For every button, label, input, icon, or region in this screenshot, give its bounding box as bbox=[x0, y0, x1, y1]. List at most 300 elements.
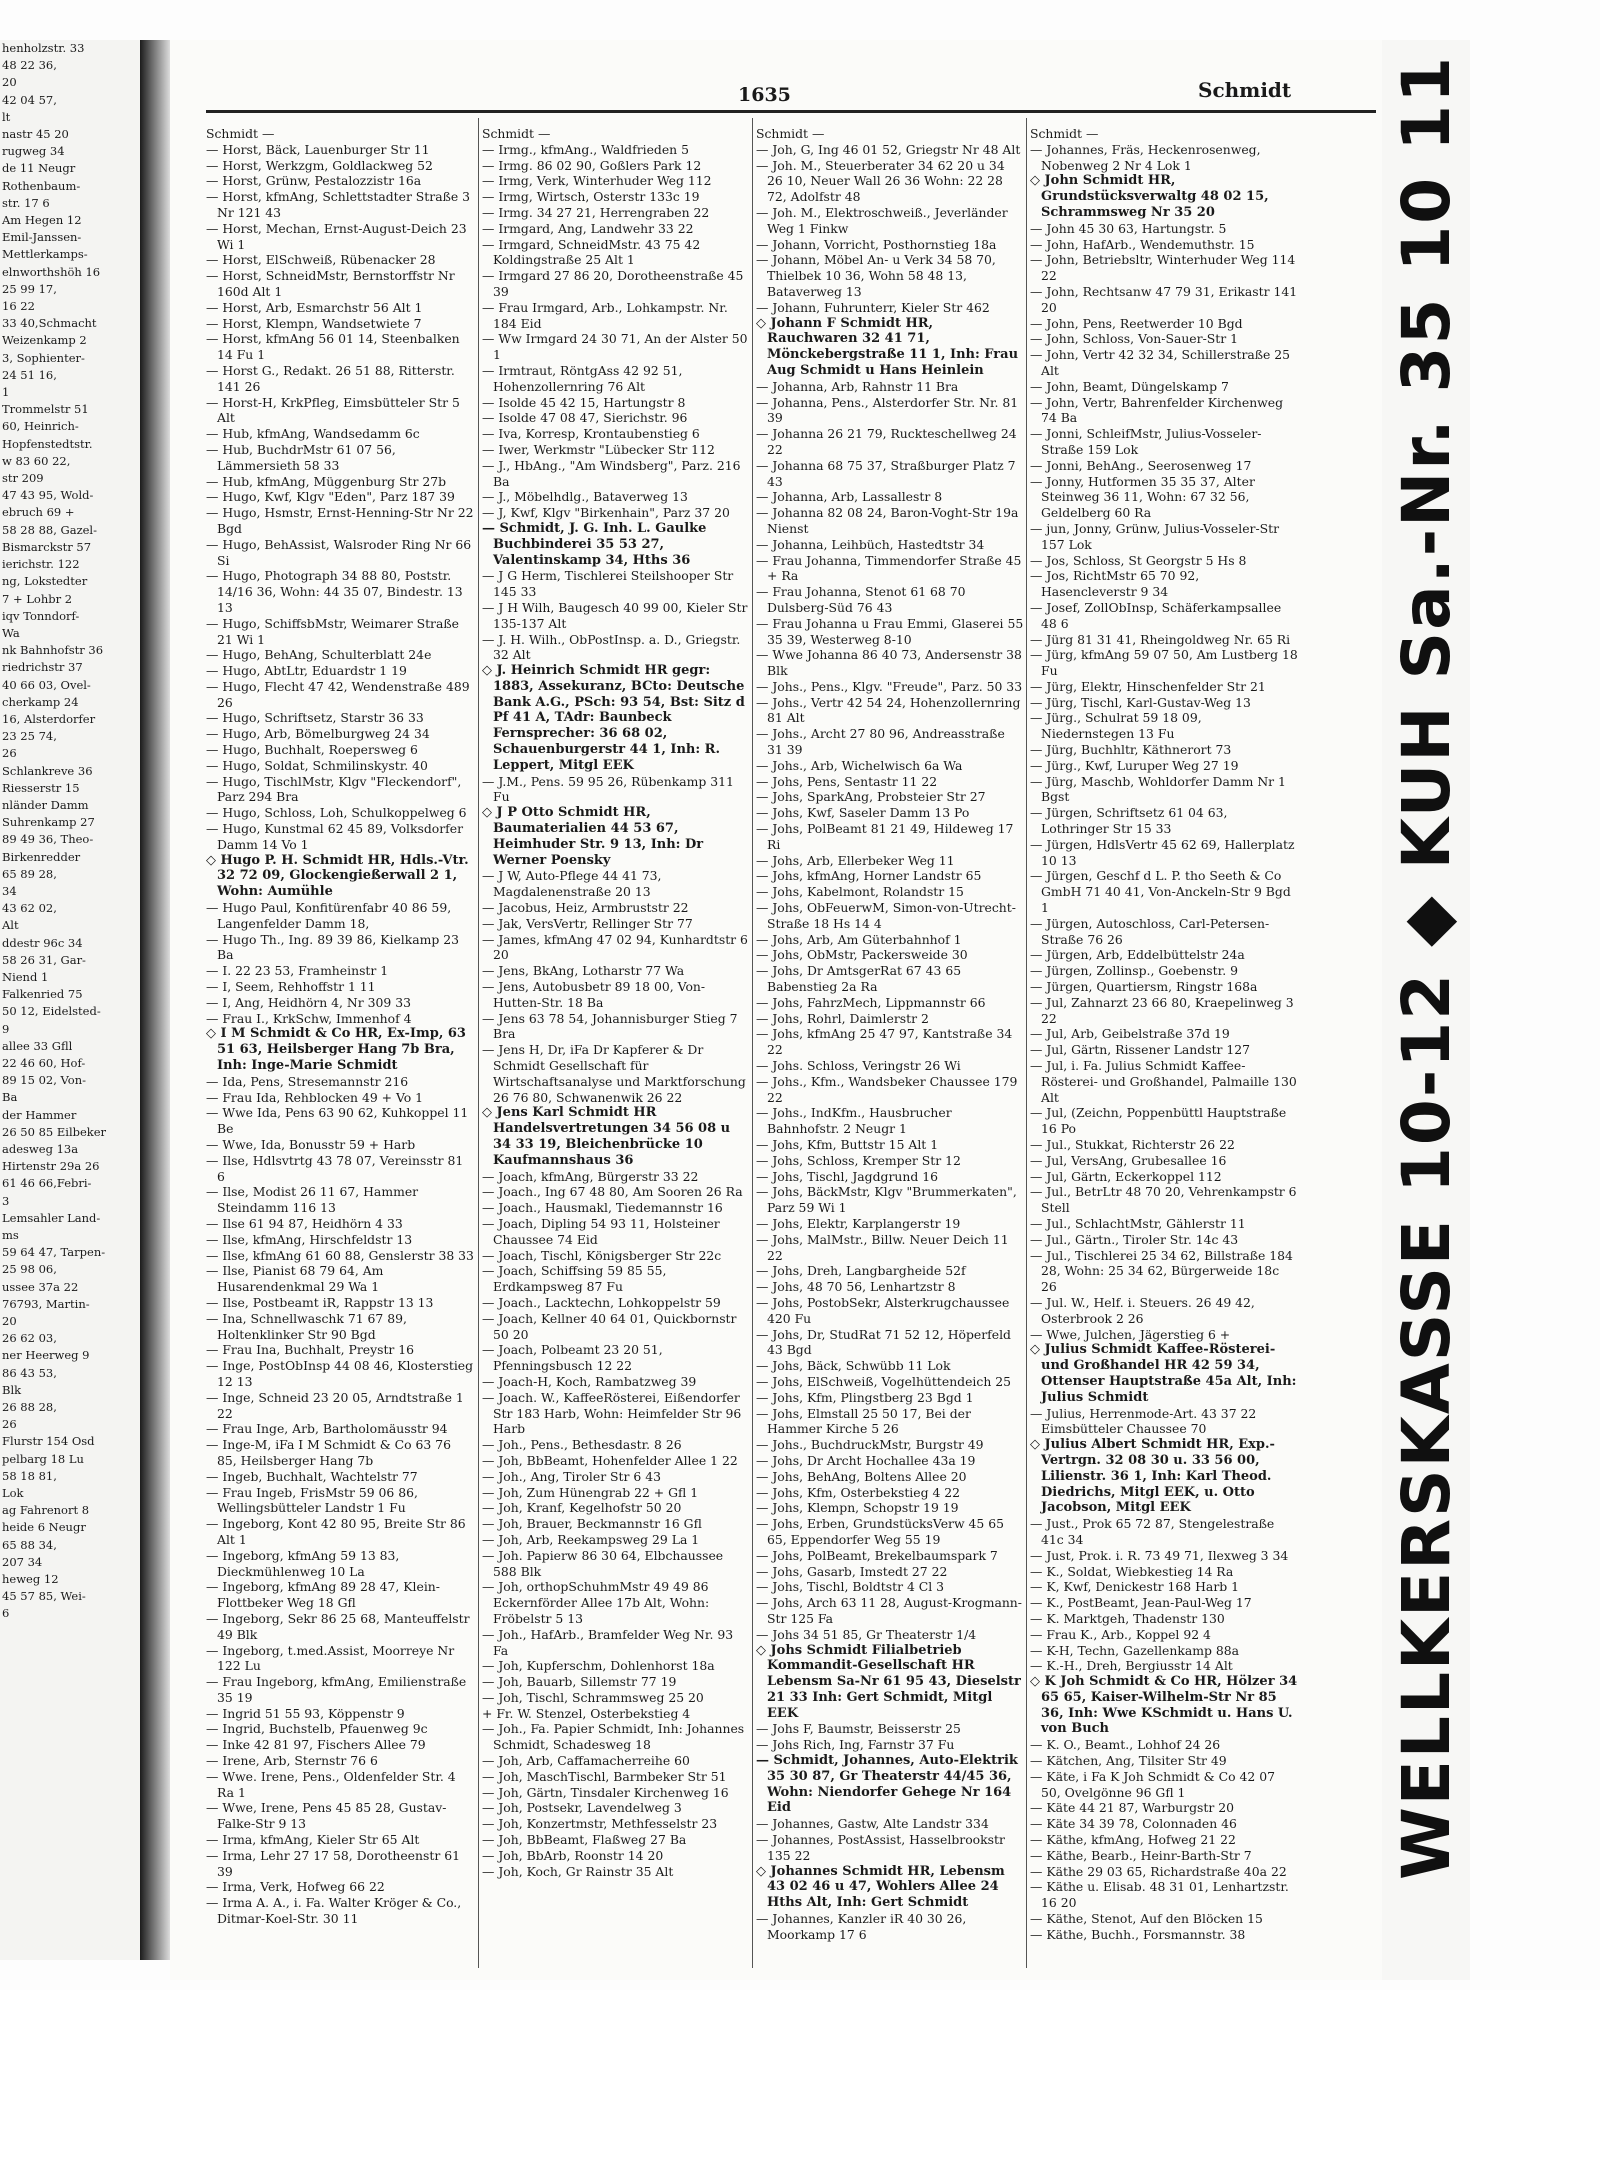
left-page-fragment: 60, Heinrich- bbox=[2, 419, 79, 434]
left-page-fragment: 40 66 03, Ovel- bbox=[2, 677, 91, 692]
directory-entry: — Johs., BuchdruckMstr, Burgstr 49 bbox=[756, 1437, 984, 1453]
left-page-fragment: nastr 45 20 bbox=[2, 127, 69, 142]
directory-entry: — Joh., Fa. Papier Schmidt, Inh: Johannes Schmidt, Schadesweg 18 bbox=[482, 1721, 745, 1753]
directory-entry: — Hugo, SchiffsbMstr, Weimarer Straße 21 Wi 1 bbox=[206, 615, 459, 647]
directory-entry: — Joh, BbArb, Roonstr 14 20 bbox=[482, 1847, 664, 1863]
directory-entry: — Johann, Vorricht, Posthornstieg 18a bbox=[756, 236, 997, 252]
directory-entry: — Johs 34 51 85, Gr Theaterstr 1/4 bbox=[756, 1626, 977, 1642]
directory-entry: — Johs, Kwf, Saseler Damm 13 Po bbox=[756, 805, 970, 821]
directory-entry: — Horst, Arb, Esmarchstr 56 Alt 1 bbox=[206, 299, 423, 315]
directory-entry: — Horst, Klempn, Wandsetwiete 7 bbox=[206, 315, 422, 331]
directory-entry: — Johs, Kfm, Plingstberg 23 Bgd 1 bbox=[756, 1389, 974, 1405]
directory-entry: ◇ Jens Karl Schmidt HR Handelsvertretungen 34 56 08 u 34 33 19, Bleichenbrücke 10 Kaufmannshaus 36 bbox=[482, 1105, 731, 1168]
left-page-fragment: str 209 bbox=[2, 471, 44, 486]
directory-entry: — Johs, Arb, Am Güterbahnhof 1 bbox=[756, 931, 962, 947]
left-page-fragment: Riesserstr 15 bbox=[2, 780, 80, 795]
left-page-fragment: ms bbox=[2, 1228, 19, 1243]
directory-entry: — John, HafArb., Wendemuthstr. 15 bbox=[1030, 236, 1255, 252]
left-page-fragment: nländer Damm bbox=[2, 797, 89, 812]
left-page-fragment: Hopfenstedtstr. bbox=[2, 436, 93, 451]
directory-entry: — Jürg, Tischl, Karl-Gustav-Weg 13 bbox=[1030, 694, 1251, 710]
directory-entry: — Hugo, Arb, Bömelburgweg 24 34 bbox=[206, 726, 430, 742]
directory-entry: — Ilse, kfmAng 61 60 88, Genslerstr 38 33 bbox=[206, 1247, 474, 1263]
directory-entry: — Wwe, Ida, Bonusstr 59 + Harb bbox=[206, 1137, 416, 1152]
directory-entry: — Jonni, SchleifMstr, Julius-Vosseler-Straße 159 Lok bbox=[1030, 426, 1262, 457]
directory-entry: — Joh, Arb, Caffamacherreihe 60 bbox=[482, 1753, 690, 1769]
directory-entry: — Jonny, Hutformen 35 35 37, Alter Steinweg 36 11, Wohn: 67 32 56, Geldelberg 60 Ra bbox=[1030, 473, 1255, 521]
left-page-fragment: w 83 60 22, bbox=[2, 453, 71, 468]
left-page-fragment: 25 98 06, bbox=[2, 1262, 57, 1277]
directory-entry: — Horst, ElSchweiß, Rübenacker 28 bbox=[206, 252, 436, 268]
left-page-fragment: 16, Alsterdorfer bbox=[2, 711, 96, 726]
directory-entry: — John, Schloss, Von-Sauer-Str 1 bbox=[1030, 331, 1238, 347]
running-head: Schmidt bbox=[1198, 78, 1292, 102]
left-page-fragment: 23 25 74, bbox=[2, 729, 57, 744]
directory-entry: — Wwe Ida, Pens 63 90 62, Kuhkoppel 11 Be bbox=[206, 1105, 469, 1137]
directory-entry: — Joh, Arb, Reekampsweg 29 La 1 bbox=[482, 1531, 700, 1547]
directory-entry: — Joh, orthopSchuhmMstr 49 49 86 Eckernförder Allee 17b Alt, Wohn: Fröbelstr 5 13 bbox=[482, 1579, 710, 1626]
directory-entry: — Johs, BäckMstr, Klgv "Brummerkaten", Parz 59 Wi 1 bbox=[756, 1184, 1017, 1216]
directory-entry: — Johs., Archt 27 80 96, Andreasstraße 31 39 bbox=[756, 726, 1005, 758]
directory-entry: — Joh, BbBeamt, Flaßweg 27 Ba bbox=[482, 1832, 687, 1848]
directory-entry: — Joh, BbBeamt, Hohenfelder Allee 1 22 bbox=[482, 1452, 738, 1468]
directory-entry: — Jos, Schloss, St Georgstr 5 Hs 8 bbox=[1030, 552, 1247, 568]
directory-entry: — Schmidt, Johannes, Auto-Elektrik 35 30 87, Gr Theaterstr 44/45 36, Wohn: Niendorfer Gehege Nr 164 Eid bbox=[756, 1753, 1018, 1816]
left-page-fragment: Bismarckstr 57 bbox=[2, 539, 92, 554]
directory-entry: — Hugo, Soldat, Schmilinskystr. 40 bbox=[206, 757, 428, 773]
directory-entry: — Hugo, AbtLtr, Eduardstr 1 19 bbox=[206, 663, 407, 679]
directory-entry: — Jürgen, Arb, Eddelbüttelstr 24a bbox=[1030, 947, 1245, 963]
directory-entry: — Jürg 81 31 41, Rheingoldweg Nr. 65 Ri bbox=[1030, 631, 1291, 647]
left-page-fragment: Wa bbox=[2, 625, 20, 640]
directory-entry: — Ingrid, Buchstelb, Pfauenweg 9c bbox=[206, 1721, 428, 1737]
left-page-fragment: ner Heerweg 9 bbox=[2, 1348, 90, 1363]
directory-entry: — K, Kwf, Denickestr 168 Harb 1 bbox=[1030, 1579, 1239, 1595]
directory-entry: — Inke 42 81 97, Fischers Allee 79 bbox=[206, 1737, 426, 1753]
left-page-fragment: 86 43 53, bbox=[2, 1365, 57, 1380]
directory-entry: — Frau Ingeborg, kfmAng, Emilienstraße 35 19 bbox=[206, 1674, 467, 1705]
directory-entry: — Johs Rich, Ing, Farnstr 37 Fu bbox=[756, 1737, 955, 1753]
directory-entry: — Jürgen, Zollinsp., Goebenstr. 9 bbox=[1030, 963, 1238, 979]
directory-entry: — Joach, Kellner 40 64 01, Quickbornstr 50 20 bbox=[482, 1310, 737, 1342]
directory-entry: — Horst, kfmAng 56 01 14, Steenbalken 14 Fu 1 bbox=[206, 331, 460, 363]
directory-entry: — Jul, Zahnarzt 23 66 80, Kraepelinweg 3 22 bbox=[1030, 994, 1294, 1026]
directory-entry: — Johanna 82 08 24, Baron-Voght-Str 19a Nienst bbox=[756, 505, 1019, 536]
directory-entry: — Joach, Tischl, Königsberger Str 22c bbox=[482, 1247, 722, 1263]
directory-entry: + Fr. W. Stenzel, Osterbekstieg 4 bbox=[482, 1705, 691, 1721]
directory-entry: — Käte 44 21 87, Warburgstr 20 bbox=[1030, 1800, 1234, 1816]
directory-entry: — Irene, Arb, Sternstr 76 6 bbox=[206, 1753, 378, 1769]
directory-entry: — Irmg, Wirtsch, Osterstr 133c 19 bbox=[482, 189, 700, 205]
directory-entry: — Iva, Korresp, Krontaubenstieg 6 bbox=[482, 426, 700, 442]
directory-entry: — John, Rechtsanw 47 79 31, Erikastr 141 20 bbox=[1030, 283, 1298, 315]
directory-entry: — Frau K., Arb., Koppel 92 4 bbox=[1030, 1626, 1211, 1642]
directory-entry: — Jürgen, Quartiersm, Ringstr 168a bbox=[1030, 979, 1258, 995]
directory-entry: — Jul., Stukkat, Richterstr 26 22 bbox=[1030, 1137, 1235, 1152]
directory-entry: — Kätchen, Ang, Tilsiter Str 49 bbox=[1030, 1753, 1227, 1769]
directory-entry: — Jürgen, Autoschloss, Carl-Petersen-Straße 76 26 bbox=[1030, 915, 1270, 947]
directory-entry: — Joh, Bauarb, Sillemstr 77 19 bbox=[482, 1674, 677, 1690]
directory-entry: — Joh. Papierw 86 30 64, Elbchaussee 588 Blk bbox=[482, 1547, 724, 1579]
directory-entry: — Horst G., Redakt. 26 51 88, Ritterstr. 141 26 bbox=[206, 362, 455, 394]
directory-entry: — Johs., IndKfm., Hausbrucher Bahnhofstr. 2 Neugr 1 bbox=[756, 1105, 952, 1137]
left-page-fragment: 89 49 36, Theo- bbox=[2, 832, 94, 847]
directory-entry: — Jul. W., Helf. i. Steuers. 26 49 42, Osterbrook 2 26 bbox=[1030, 1294, 1255, 1326]
left-page-fragment: nk Bahnhofstr 36 bbox=[2, 643, 104, 658]
left-page-fragment: 58 26 31, Gar- bbox=[2, 952, 86, 967]
directory-entry: ◇ John Schmidt HR, Grundstücksverwaltg 48 02 15, Schrammsweg Nr 35 20 bbox=[1030, 173, 1269, 220]
left-page-fragment: heweg 12 bbox=[2, 1572, 59, 1587]
directory-entry: — Hugo, Photograph 34 88 80, Poststr. 14/16 36, Wohn: 44 35 07, Bindestr. 13 13 bbox=[206, 568, 463, 615]
left-page-fragment: 207 34 bbox=[2, 1554, 43, 1569]
directory-entry: — Frau Ingeb, FrisMstr 59 06 86, Wellingsbütteler Landstr 1 Fu bbox=[206, 1484, 418, 1516]
directory-entry: — Irmg., kfmAng., Waldfrieden 5 bbox=[482, 141, 689, 157]
left-page-fragment: cherkamp 24 bbox=[2, 694, 79, 709]
directory-entry: — Jonni, BehAng., Seerosenweg 17 bbox=[1030, 457, 1252, 473]
directory-entry: — Jul., SchlachtMstr, Gählerstr 11 bbox=[1030, 1215, 1246, 1231]
directory-entry: — K. Marktgeh, Thadenstr 130 bbox=[1030, 1610, 1225, 1626]
left-page-fragment: pelbarg 18 Lu bbox=[2, 1451, 84, 1466]
directory-entry: — Jacobus, Heiz, Armbruststr 22 bbox=[482, 900, 689, 916]
left-page-fragment: 26 bbox=[2, 746, 17, 761]
left-page-fragment: 61 46 66,Febri- bbox=[2, 1176, 92, 1191]
directory-entry: — Joh, Postsekr, Lavendelweg 3 bbox=[482, 1800, 682, 1816]
directory-entry: — Johs, Erben, GrundstücksVerw 45 65 65, Eppendorfer Weg 55 19 bbox=[756, 1516, 1004, 1547]
directory-entry: ◇ J. Heinrich Schmidt HR gegr: 1883, Assekuranz, BCto: Deutsche Bank A.G., PSch: 93 54, Bst: Sitz d Pf 41 A, TAdr: Baunbeck Fernsprecher: 36 68 02, Schauenburgerstr 44 1, Inh: R. Leppert, Mitgl EEK bbox=[482, 663, 745, 773]
directory-entry: — Jürgen, Schriftsetz 61 04 63, Lothringer Str 15 33 bbox=[1030, 805, 1228, 837]
left-page-fragment: 25 99 17, bbox=[2, 281, 57, 296]
left-page-fragment: heide 6 Neugr bbox=[2, 1520, 86, 1535]
left-page-fragment: der Hammer bbox=[2, 1107, 77, 1122]
directory-entry: — Joh, MaschTischl, Barmbeker Str 51 bbox=[482, 1768, 727, 1784]
left-page-fragment: 26 88 28, bbox=[2, 1400, 57, 1415]
directory-entry: — Käte 34 39 78, Colonnaden 46 bbox=[1030, 1816, 1237, 1832]
left-page-fragment: str. 17 6 bbox=[2, 195, 50, 210]
left-page-fragment: 59 64 47, Tarpen- bbox=[2, 1245, 106, 1260]
directory-entry: — John, Betriebsltr, Winterhuder Weg 114 22 bbox=[1030, 252, 1296, 284]
scan-bottom-margin bbox=[0, 1990, 1600, 2177]
directory-entry: — Irmg, Verk, Winterhuder Weg 112 bbox=[482, 173, 712, 189]
directory-entry: — Iwer, Werkmstr "Lübecker Str 112 bbox=[482, 441, 715, 457]
directory-entry: — Irma, kfmAng, Kieler Str 65 Alt bbox=[206, 1832, 420, 1848]
directory-entry: — Jul., BetrLtr 48 70 20, Vehrenkampstr 6 Stell bbox=[1030, 1184, 1297, 1216]
directory-entry: — Johs, Tischl, Jagdgrund 16 bbox=[756, 1168, 938, 1184]
directory-entry: — Johs, Pens, Sentastr 11 22 bbox=[756, 773, 938, 789]
directory-entry: — Ingeborg, Sekr 86 25 68, Manteuffelstr 49 Blk bbox=[206, 1610, 470, 1642]
column-heading: Schmidt — bbox=[756, 126, 825, 141]
directory-entry: — Hub, BuchdrMstr 61 07 56, Lämmersieth 58 33 bbox=[206, 441, 396, 473]
directory-entry: — Joh. M., Steuerberater 34 62 20 u 34 26 10, Neuer Wall 26 36 Wohn: 22 28 72, Adolfstr 48 bbox=[756, 157, 1005, 205]
left-page-fragment: 3, Sophienter- bbox=[2, 350, 85, 365]
column-divider bbox=[752, 118, 753, 1968]
directory-entry: — Jens 63 78 54, Johannisburger Stieg 7 Bra bbox=[482, 1010, 738, 1042]
directory-entry: — Horst, kfmAng, Schlettstadter Straße 3 Nr 121 43 bbox=[206, 189, 471, 220]
left-page-fragment: 7 + Lohbr 2 bbox=[2, 591, 73, 606]
directory-entry: — Hugo, BehAng, Schulterblatt 24e bbox=[206, 647, 432, 663]
left-page-fragment: 89 15 02, Von- bbox=[2, 1073, 86, 1088]
directory-entry: — Ilse, Postbeamt iR, Rappstr 13 13 bbox=[206, 1294, 434, 1310]
directory-entry: — Joh, Tischl, Schrammsweg 25 20 bbox=[482, 1689, 704, 1705]
directory-entry: — Horst, Mechan, Ernst-August-Deich 23 Wi 1 bbox=[206, 220, 467, 252]
directory-entry: — J. H. Wilh., ObPostInsp. a. D., Griegstr. 32 Alt bbox=[482, 631, 741, 663]
directory-entry: — Ingeb, Buchhalt, Wachtelstr 77 bbox=[206, 1468, 418, 1484]
directory-entry: — Käthe, Buchh., Forsmannstr. 38 bbox=[1030, 1926, 1246, 1942]
directory-entry: — Johanna 68 75 37, Straßburger Platz 7 43 bbox=[756, 457, 1016, 489]
left-page-fragment: Rothenbaum- bbox=[2, 178, 81, 193]
directory-entry: — Johs, ObFeuerwM, Simon-von-Utrecht-Straße 18 Hs 14 4 bbox=[756, 900, 1016, 931]
directory-entry: — Johanna, Arb, Rahnstr 11 Bra bbox=[756, 378, 959, 394]
left-page-fragment: 20 bbox=[2, 75, 17, 90]
directory-entry: — Hugo, Hsmstr, Ernst-Henning-Str Nr 22 Bgd bbox=[206, 505, 474, 536]
left-page-fragment: 26 62 03, bbox=[2, 1331, 57, 1346]
left-page-fragment: 9 bbox=[2, 1021, 10, 1036]
directory-entry: — Ilse 61 94 87, Heidhörn 4 33 bbox=[206, 1215, 403, 1231]
directory-entry: — Horst, Grünw, Pestalozzistr 16a bbox=[206, 173, 422, 189]
left-page-fragment: Niend 1 bbox=[2, 969, 49, 984]
directory-entry: — Ida, Pens, Stresemannstr 216 bbox=[206, 1073, 409, 1089]
directory-entry: — J.M., Pens. 59 95 26, Rübenkamp 311 Fu bbox=[482, 773, 734, 805]
directory-entry: — Johannes, PostAssist, Hasselbrookstr 135 22 bbox=[756, 1832, 1005, 1863]
directory-entry: — Käthe, Bearb., Heinr-Barth-Str 7 bbox=[1030, 1847, 1252, 1863]
directory-entry: — Isolde 47 08 47, Sierichstr. 96 bbox=[482, 410, 688, 426]
directory-entry: — Frau Johanna, Stenot 61 68 70 Dulsberg-Süd 76 43 bbox=[756, 584, 966, 615]
directory-entry: — Joach, Polbeamt 23 20 51, Pfenningsbusch 12 22 bbox=[482, 1342, 663, 1374]
directory-entry: — Wwe, Julchen, Jägerstieg 6 + bbox=[1030, 1326, 1231, 1342]
left-page-fragment: Mettlerkamps- bbox=[2, 247, 88, 262]
directory-entry: — J., Möbelhdlg., Bataverweg 13 bbox=[482, 489, 688, 505]
directory-entry: — Ingeborg, kfmAng 89 28 47, Klein-Flottbeker Weg 18 Gfl bbox=[206, 1579, 440, 1611]
left-page-fragment: ag Fahrenort 8 bbox=[2, 1503, 90, 1518]
left-page-fragment: 34 bbox=[2, 883, 17, 898]
left-page-fragment: Lemsahler Land- bbox=[2, 1210, 101, 1225]
directory-entry: — Johs, PolBeamt 81 21 49, Hildeweg 17 Ri bbox=[756, 821, 1014, 852]
left-page-fragment: allee 33 Gfll bbox=[2, 1038, 73, 1053]
scan-edge bbox=[1470, 0, 1600, 2177]
left-page-fragment: Ba bbox=[2, 1090, 18, 1105]
left-page-fragment: Lok bbox=[2, 1486, 24, 1501]
directory-entry: — Jul, (Zeichn, Poppenbüttl Hauptstraße 16 Po bbox=[1030, 1105, 1287, 1137]
directory-entry: — Frau Johanna u Frau Emmi, Glaserei 55 35 39, Westerweg 8-10 bbox=[756, 615, 1024, 647]
directory-entry: — Johs, kfmAng 25 47 97, Kantstraße 34 22 bbox=[756, 1026, 1013, 1058]
directory-entry: — Jul, Arb, Geibelstraße 37d 19 bbox=[1030, 1026, 1230, 1042]
directory-entry: — Johs, Klempn, Schopstr 19 19 bbox=[756, 1500, 959, 1516]
directory-entry: — Johs, Tischl, Boldtstr 4 Cl 3 bbox=[756, 1579, 945, 1595]
column-4 bbox=[1030, 126, 1298, 1976]
directory-entry: — Johs, Dr, StudRat 71 52 12, Höperfeld 43 Bgd bbox=[756, 1326, 1011, 1358]
directory-entry: — Ilse, Hdlsvtrtg 43 78 07, Vereinsstr 81 6 bbox=[206, 1152, 464, 1184]
directory-entry: — Johs., Pens., Klgv. "Freude", Parz. 50 33 bbox=[756, 678, 1023, 694]
left-page-fragment: 20 bbox=[2, 1314, 17, 1329]
directory-entry: — Johs., Vertr 42 54 24, Hohenzollernring 81 Alt bbox=[756, 694, 1021, 726]
directory-entry: — Irmg. 34 27 21, Herrengraben 22 bbox=[482, 204, 710, 220]
directory-entry: — Käthe, kfmAng, Hofweg 21 22 bbox=[1030, 1832, 1236, 1848]
directory-entry: — Jul, Gärtn, Rissener Landstr 127 bbox=[1030, 1042, 1251, 1058]
left-page-fragment: 50 12, Eidelsted- bbox=[2, 1004, 101, 1019]
directory-entry: — Irmgard 27 86 20, Dorotheenstraße 45 39 bbox=[482, 268, 744, 299]
directory-entry: — Hugo, TischlMstr, Klgv "Fleckendorf", Parz 294 Bra bbox=[206, 773, 462, 805]
directory-entry: — Joach, kfmAng, Bürgerstr 33 22 bbox=[482, 1168, 699, 1184]
column-1 bbox=[206, 126, 474, 1976]
left-page-fragment: elnworthshöh 16 bbox=[2, 264, 101, 279]
directory-entry: — Inge-M, iFa I M Schmidt & Co 63 76 85, Heilsberger Hang 7b bbox=[206, 1437, 452, 1468]
directory-entry: — Joh, Konzertmstr, Methfesselstr 23 bbox=[482, 1816, 718, 1832]
directory-entry: — Hugo, BehAssist, Walsroder Ring Nr 66 Si bbox=[206, 536, 472, 568]
left-page-fragment: 22 46 60, Hof- bbox=[2, 1055, 86, 1070]
left-page-fragment: 65 88 34, bbox=[2, 1537, 57, 1552]
directory-entry: — Johs F, Baumstr, Beisserstr 25 bbox=[756, 1721, 961, 1737]
directory-entry: — Ingrid 51 55 93, Köppenstr 9 bbox=[206, 1705, 405, 1721]
directory-entry: — Just, Prok. i. R. 73 49 71, Ilexweg 3 34 bbox=[1030, 1547, 1289, 1563]
column-divider bbox=[1026, 118, 1027, 1968]
left-page-fragment: Weizenkamp 2 bbox=[2, 333, 87, 348]
left-page-fragment: ng, Lokstedter bbox=[2, 574, 88, 589]
directory-entry: — Johs, 48 70 56, Lenhartzstr 8 bbox=[756, 1279, 956, 1295]
left-page-fragment: 58 18 81, bbox=[2, 1468, 57, 1483]
directory-entry: — Johs, Arb, Ellerbeker Weg 11 bbox=[756, 852, 955, 868]
directory-entry: — Joh. M., Elektroschweiß., Jeverländer Weg 1 Finkw bbox=[756, 204, 1008, 236]
left-page-fragment: Trommelstr 51 bbox=[2, 402, 89, 417]
directory-entry: — Ina, Schnellwaschk 71 67 89, Holtenklinker Str 90 Bgd bbox=[206, 1310, 407, 1342]
directory-entry: — John 45 30 63, Hartungstr. 5 bbox=[1030, 220, 1227, 236]
directory-entry: — Joh, Koch, Gr Rainstr 35 Alt bbox=[482, 1863, 674, 1879]
directory-entry: — Johannes, Kanzler iR 40 30 26, Moorkamp 17 6 bbox=[756, 1911, 967, 1942]
directory-entry: — Johs, Dreh, Langbargheide 52f bbox=[756, 1263, 966, 1279]
directory-entry: — K.-H., Dreh, Bergiusstr 14 Alt bbox=[1030, 1658, 1233, 1674]
left-page-fragment: 45 57 85, Wei- bbox=[2, 1589, 86, 1604]
directory-entry: — Johs., Arb, Wichelwisch 6a Wa bbox=[756, 757, 963, 773]
directory-entry: — Johanna, Pens., Alsterdorfer Str. Nr. 81 39 bbox=[756, 394, 1019, 426]
directory-entry: — Frau Johanna, Timmendorfer Straße 45 + Ra bbox=[756, 552, 1022, 584]
directory-entry: — Hub, kfmAng, Wandsedamm 6c bbox=[206, 426, 420, 442]
directory-entry: — Johs, Dr AmtsgerRat 67 43 65 Babenstieg 2a Ra bbox=[756, 963, 962, 995]
directory-entry: — Johanna, Leihbüch, Hastedtstr 34 bbox=[756, 536, 985, 552]
left-page-fragment: lt bbox=[2, 109, 11, 124]
directory-entry: — Joach-H, Koch, Rambatzweg 39 bbox=[482, 1373, 697, 1389]
left-facing-page bbox=[0, 40, 146, 1960]
column-2 bbox=[482, 126, 750, 1976]
directory-entry: — Inge, Schneid 23 20 05, Arndtstraße 1 22 bbox=[206, 1389, 464, 1421]
directory-entry: — Frau Inge, Arb, Bartholomäusstr 94 bbox=[206, 1421, 448, 1437]
left-page-fragment: Alt bbox=[2, 918, 19, 933]
directory-entry: — Ingeborg, kfmAng 59 13 83, Dieckmühlenweg 10 La bbox=[206, 1547, 400, 1579]
directory-entry: — Johs, Arch 63 11 28, August-Krogmann-Str 125 Fa bbox=[756, 1595, 1022, 1626]
directory-entry: — Johs, Elmstall 25 50 17, Bei der Hammer Kirche 5 26 bbox=[756, 1405, 971, 1437]
directory-entry: — Käthe u. Elisab. 48 31 01, Lenhartzstr. 16 20 bbox=[1030, 1879, 1289, 1911]
directory-entry: — K-H, Techn, Gazellenkamp 88a bbox=[1030, 1642, 1240, 1658]
left-page-fragment: Schlankreve 36 bbox=[2, 763, 93, 778]
header-rule bbox=[206, 110, 1376, 113]
directory-entry: — Joh, Zum Hünengrab 22 + Gfl 1 bbox=[482, 1484, 699, 1500]
left-page-fragment: Birkenredder bbox=[2, 849, 81, 864]
directory-entry: — Johs, MalMstr., Billw. Neuer Deich 11 22 bbox=[756, 1231, 1009, 1263]
left-page-fragment: 48 22 36, bbox=[2, 58, 57, 73]
left-page-fragment: 47 43 95, Wold- bbox=[2, 488, 94, 503]
directory-entry: — Käthe 29 03 65, Richardstraße 40a 22 bbox=[1030, 1863, 1287, 1879]
column-3 bbox=[756, 126, 1024, 1976]
directory-entry: — Irma A. A., i. Fa. Walter Kröger & Co., Ditmar-Koel-Str. 30 11 bbox=[206, 1895, 462, 1927]
left-page-fragment: Suhrenkamp 27 bbox=[2, 815, 95, 830]
directory-entry: — Jürgen, Geschf d L. P. tho Seeth & Co GmbH 71 40 41, Von-Anckeln-Str 9 Bgd 1 bbox=[1030, 868, 1291, 916]
directory-entry: — I, Ang, Heidhörn 4, Nr 309 33 bbox=[206, 994, 411, 1010]
directory-entry: ◇ Julius Albert Schmidt HR, Exp.-Vertrgn. 32 08 30 u. 33 56 00, Lilienstr. 36 1, Inh: Karl Theod. Diedrichs, Mitgl EEK, u. Otto Jacobson, Mitgl EEK bbox=[1030, 1437, 1275, 1516]
directory-entry: — Johs. Schloss, Veringstr 26 Wi bbox=[756, 1058, 961, 1074]
left-page-fragment: ebruch 69 + bbox=[2, 505, 75, 520]
directory-entry: — Käthe, Stenot, Auf den Blöcken 15 bbox=[1030, 1911, 1263, 1927]
directory-entry: — Johs, PolBeamt, Brekelbaumspark 7 bbox=[756, 1547, 998, 1563]
directory-entry: — Jens, BkAng, Lotharstr 77 Wa bbox=[482, 963, 685, 979]
directory-entry: — Hugo, Kwf, Klgv "Eden", Parz 187 39 bbox=[206, 489, 455, 505]
directory-entry: — John, Vertr 42 32 34, Schillerstraße 25 Alt bbox=[1030, 347, 1291, 378]
directory-entry: — Ilse, Modist 26 11 67, Hammer Steindamm 116 13 bbox=[206, 1184, 419, 1216]
directory-entry: — Johs, FahrzMech, Lippmannstr 66 bbox=[756, 994, 986, 1010]
left-page-fragment: Flurstr 154 Osd bbox=[2, 1434, 95, 1449]
directory-entry: — Jul., Gärtn., Tiroler Str. 14c 43 bbox=[1030, 1231, 1239, 1247]
directory-entry: — Johs, Dr Archt Hochallee 43a 19 bbox=[756, 1452, 976, 1468]
side-advertisement: WELLKERSKASSE 10-12 ◆ KUH Sa.-Nr. 35 10 11 bbox=[1388, 54, 1465, 1880]
directory-entry: — Frau Ida, Rehblocken 49 + Vo 1 bbox=[206, 1089, 424, 1105]
directory-entry: ◇ Johannes Schmidt HR, Lebensm 43 02 46 u 47, Wohlers Allee 24 Hths Alt, Inh: Gert Schmidt bbox=[756, 1863, 1005, 1911]
directory-entry: — Jürg, Maschb, Wohldorfer Damm Nr 1 Bgst bbox=[1030, 773, 1286, 805]
directory-entry: — Schmidt, J. G. Inh. L. Gaulke Buchbinderei 35 53 27, Valentinskamp 34, Hths 36 bbox=[482, 520, 707, 568]
directory-entry: — Joh, Brauer, Beckmannstr 16 Gfl bbox=[482, 1516, 702, 1532]
directory-entry: — James, kfmAng 47 02 94, Kunhardtstr 6 20 bbox=[482, 931, 748, 963]
left-page-fragment: ddestr 96c 34 bbox=[2, 935, 83, 950]
directory-entry: — Irmg. 86 02 90, Goßlers Park 12 bbox=[482, 157, 702, 173]
left-page-fragment: Blk bbox=[2, 1382, 22, 1397]
directory-entry: — Joh., HafArb., Bramfelder Weg Nr. 93 Fa bbox=[482, 1626, 734, 1658]
directory-entry: — Jürg, Elektr, Hinschenfelder Str 21 bbox=[1030, 678, 1266, 694]
directory-entry: — Irma, Lehr 27 17 58, Dorotheenstr 61 39 bbox=[206, 1847, 460, 1879]
directory-entry: — Johs, Rohrl, Daimlerstr 2 bbox=[756, 1010, 929, 1026]
directory-entry: — Jens, Autobusbetr 89 18 00, Von-Hutten-Str. 18 Ba bbox=[482, 979, 706, 1010]
directory-entry: — Frau I., KrkSchw, Immenhof 4 bbox=[206, 1010, 412, 1026]
directory-entry: — I, Seem, Rehhoffstr 1 11 bbox=[206, 979, 376, 995]
directory-entry: — Johs, Elektr, Karplangerstr 19 bbox=[756, 1215, 961, 1231]
directory-entry: — Hugo, Flecht 47 42, Wendenstraße 489 26 bbox=[206, 678, 470, 710]
directory-entry: — Joach, Schiffsing 59 85 55, Erdkampsweg 87 Fu bbox=[482, 1263, 667, 1295]
column-heading: Schmidt — bbox=[206, 126, 275, 141]
directory-entry: — Ingeborg, Kont 42 80 95, Breite Str 86 Alt 1 bbox=[206, 1516, 466, 1547]
directory-entry: — Jul, i. Fa. Julius Schmidt Kaffee-Rösterei- und Großhandel, Palmaille 130 Alt bbox=[1030, 1058, 1297, 1105]
directory-entry: — Johs, BehAng, Boltens Allee 20 bbox=[756, 1468, 967, 1484]
directory-entry: — Jürgen, HdlsVertr 45 62 69, Hallerplatz 10 13 bbox=[1030, 836, 1295, 868]
directory-entry: — Johs, SparkAng, Probsteier Str 27 bbox=[756, 789, 986, 805]
directory-entry: — Joach, Dipling 54 93 11, Holsteiner Chaussee 74 Eid bbox=[482, 1215, 720, 1247]
directory-entry: ◇ Johs Schmidt Filialbetrieb Kommandit-Gesellschaft HR Lebensm Sa-Nr 61 95 43, Dieselstr 21 33 Inh: Gert Schmidt, Mitgl EEK bbox=[756, 1642, 1021, 1721]
directory-entry: — K. O., Beamt., Lohhof 24 26 bbox=[1030, 1737, 1221, 1753]
directory-entry: ◇ Julius Schmidt Kaffee-Rösterei- und Großhandel HR 42 59 34, Ottenser Hauptstraße 45a Alt, Inh: Julius Schmidt bbox=[1030, 1342, 1297, 1405]
left-page-fragment: riedrichstr 37 bbox=[2, 660, 83, 675]
left-page-fragment: de 11 Neugr bbox=[2, 161, 76, 176]
page-number: 1635 bbox=[738, 84, 791, 106]
directory-entry: — J H Wilh, Baugesch 40 99 00, Kieler Str 135-137 Alt bbox=[482, 599, 748, 631]
left-page-fragment: ierichstr. 122 bbox=[2, 557, 80, 572]
left-page-fragment: henholzstr. 33 bbox=[2, 41, 85, 55]
directory-entry: — Johanna, Arb, Lassallestr 8 bbox=[756, 489, 943, 505]
directory-entry: — John, Vertr, Bahrenfelder Kirchenweg 74 Ba bbox=[1030, 394, 1284, 426]
directory-entry: — Johs, Kfm, Osterbekstieg 4 22 bbox=[756, 1484, 961, 1500]
directory-entry: — Hugo, Kunstmal 62 45 89, Volksdorfer Damm 14 Vo 1 bbox=[206, 821, 464, 852]
left-page-fragment: Emil-Janssen- bbox=[2, 230, 82, 245]
directory-entry: — Hugo Th., Ing. 89 39 86, Kielkamp 23 Ba bbox=[206, 931, 460, 963]
directory-entry: — Ilse, Pianist 68 79 64, Am Husarendenkmal 29 Wa 1 bbox=[206, 1263, 384, 1295]
directory-entry: — Johs, PostobSekr, Alsterkrugchaussee 420 Fu bbox=[756, 1294, 1010, 1326]
directory-entry: — Johannes, Gastw, Alte Landstr 334 bbox=[756, 1816, 989, 1832]
directory-entry: — Josef, ZollObInsp, Schäferkampsallee 48 6 bbox=[1030, 599, 1282, 631]
directory-entry: ◇ I M Schmidt & Co HR, Ex-Imp, 63 51 63, Heilsberger Hang 7b Bra, Inh: Inge-Marie Schmidt bbox=[206, 1026, 466, 1074]
directory-entry: — jun, Jonny, Grünw, Julius-Vosseler-Str 157 Lok bbox=[1030, 520, 1280, 552]
directory-entry: — Johs, Gasarb, Imstedt 27 22 bbox=[756, 1563, 948, 1579]
